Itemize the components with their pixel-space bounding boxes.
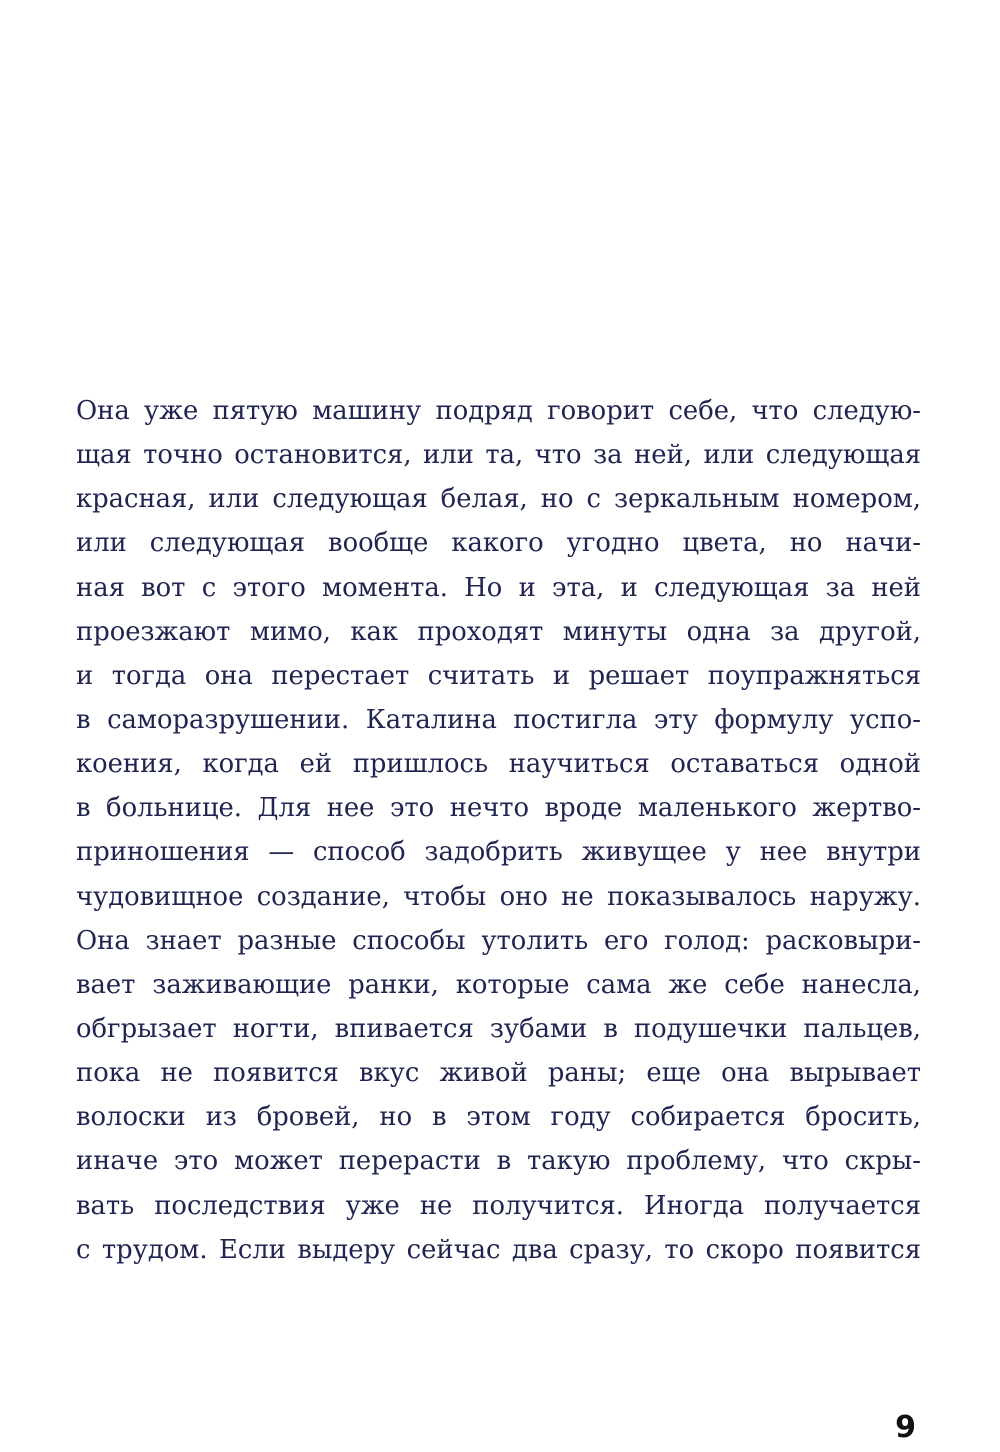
text-line-8: в саморазрушении. Каталина постигла эту формулу успо- [76, 704, 921, 735]
page-number: 9 [895, 1410, 916, 1445]
text-line-19: вать последствия уже не получится. Иногда получается [76, 1190, 921, 1221]
text-line-5: ная вот с этого момента. Но и эта, и следующая за ней [76, 572, 921, 603]
text-line-3: красная, или следующая белая, но с зеркальным номером, [76, 484, 921, 515]
body-text [76, 389, 921, 1272]
text-line-10: в больнице. Для нее это нечто вроде маленького жертво- [76, 793, 921, 824]
text-line-13: Она знает разные способы утолить его голод: расковыри- [76, 925, 921, 956]
text-line-7: и тогда она перестает считать и решает поупражняться [76, 660, 921, 691]
text-line-16: пока не появится вкус живой раны; еще она вырывает [76, 1058, 921, 1089]
text-line-15: обгрызает ногти, впивается зубами в подушечки пальцев, [76, 1013, 921, 1044]
text-line-17: волоски из бровей, но в этом году собирается бросить, [76, 1102, 921, 1133]
text-line-11: приношения — способ задобрить живущее у нее внутри [76, 837, 921, 868]
text-line-2: щая точно остановится, или та, что за ней, или следующая [76, 440, 921, 471]
text-line-12: чудовищное создание, чтобы оно не показывалось наружу. [76, 881, 921, 912]
text-line-4: или следующая вообще какого угодно цвета, но начи- [76, 528, 921, 559]
text-line-18: иначе это может перерасти в такую проблему, что скры- [76, 1146, 921, 1177]
text-line-6: проезжают мимо, как проходят минуты одна за другой, [76, 616, 921, 647]
text-line-20: с трудом. Если выдеру сейчас два сразу, то скоро появится [76, 1234, 921, 1265]
text-line-1: Она уже пятую машину подряд говорит себе, что следую- [76, 396, 921, 426]
text-line-14: вает заживающие ранки, которые сама же себе нанесла, [76, 969, 921, 1000]
text-line-9: коения, когда ей пришлось научиться оставаться одной [76, 749, 921, 780]
